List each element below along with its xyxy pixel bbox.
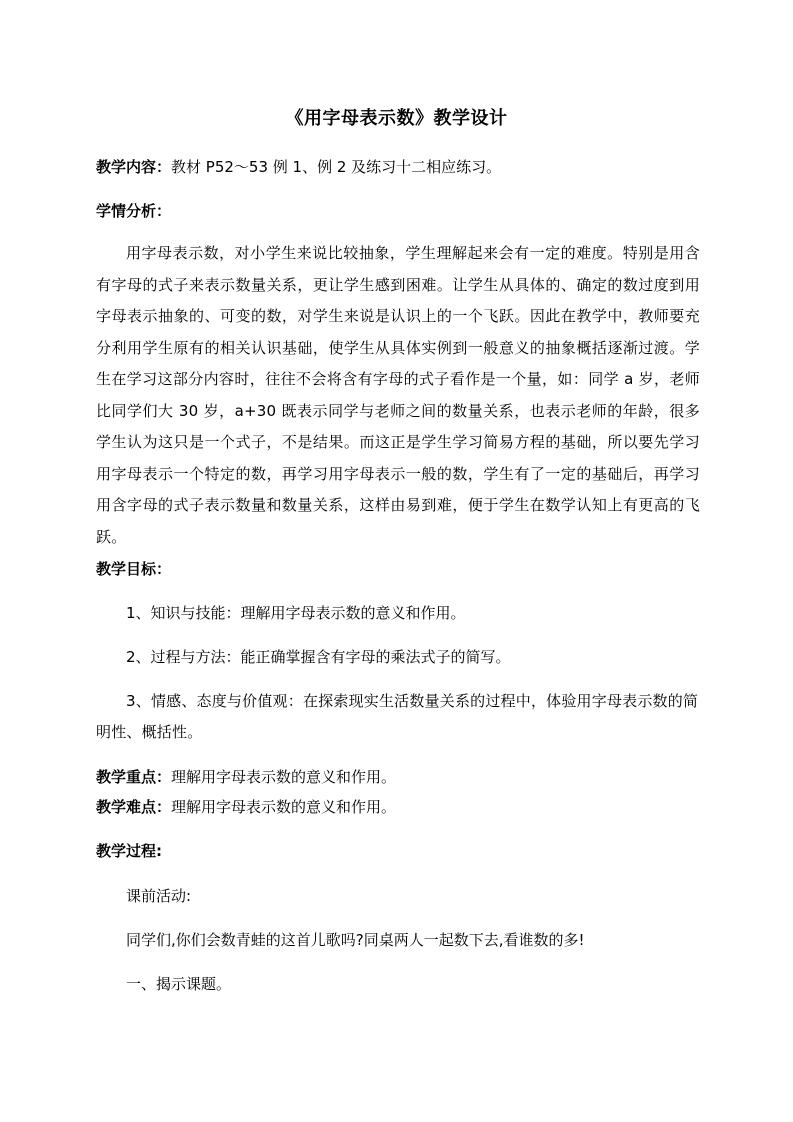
document-title: 《用字母表示数》教学设计 (285, 108, 508, 129)
key-point-text: 理解用字母表示数的意义和作用。 (171, 768, 397, 786)
section-1-heading: 一、揭示课题。 (126, 975, 232, 993)
content-label: 教学内容： (96, 158, 172, 176)
goals-label: 教学目标： (96, 560, 172, 578)
analysis-paragraph: 用字母表示数，对小学生来说比较抽象，学生理解起来会有一定的难度。特别是用含有字母的式子来表示数量关系，更让学生感到困难。让学生从具体的、确定的数过度到用字母表示抽象的、可变的数，对学生来说是认识上的一个飞跃。因此在教学中，教师要充分利用学生原有的相关认识基础，使学生从具体实例到一般意义的抽象概括逐渐过渡。学生在学习这部分内容时，往往不会将含有字母的式子看作是一个量，如：同学 a 岁，老师比同学们大 30 岁，a+30 既表示同学与老师之间的数量关系，也表示老师的年龄，很多学生认为这只是一个式子，不是结果。而这正是学生学习简易方程的基础，所以要先学习用字母表示一个特定的数，再学习用字母表示一般的数，学生有了一定的基础后，再学习用含字母的式子表示数量和数量关系，这样由易到难，便于学生在数学认知上有更高的飞跃。 (96, 244, 700, 546)
process-label: 教学过程: (96, 842, 162, 860)
difficulty-text: 理解用字母表示数的意义和作用。 (171, 798, 397, 816)
difficulty-label: 教学难点： (96, 798, 172, 816)
goal-item-3: 3、情感、态度与价值观：在探索现实生活数量关系的过程中，体验用字母表示数的简明性、概括性。 (96, 692, 699, 741)
goal-item-2: 2、过程与方法：能正确掌握含有字母的乘法式子的简写。 (126, 648, 511, 666)
analysis-label: 学情分析： (96, 202, 172, 220)
pre-activity-label: 课前活动: (126, 887, 192, 905)
content-text: 教材 P52～53 例 1、例 2 及练习十二相应练习。 (171, 158, 502, 176)
goal-item-1: 1、知识与技能：理解用字母表示数的意义和作用。 (126, 604, 466, 622)
pre-activity-text: 同学们,你们会数青蛙的这首儿歌吗?同桌两人一起数下去,看谁数的多! (126, 931, 585, 949)
content-line (96, 157, 501, 177)
difficulty-line (96, 797, 396, 817)
key-point-line (96, 767, 396, 787)
key-point-label: 教学重点： (96, 768, 172, 786)
